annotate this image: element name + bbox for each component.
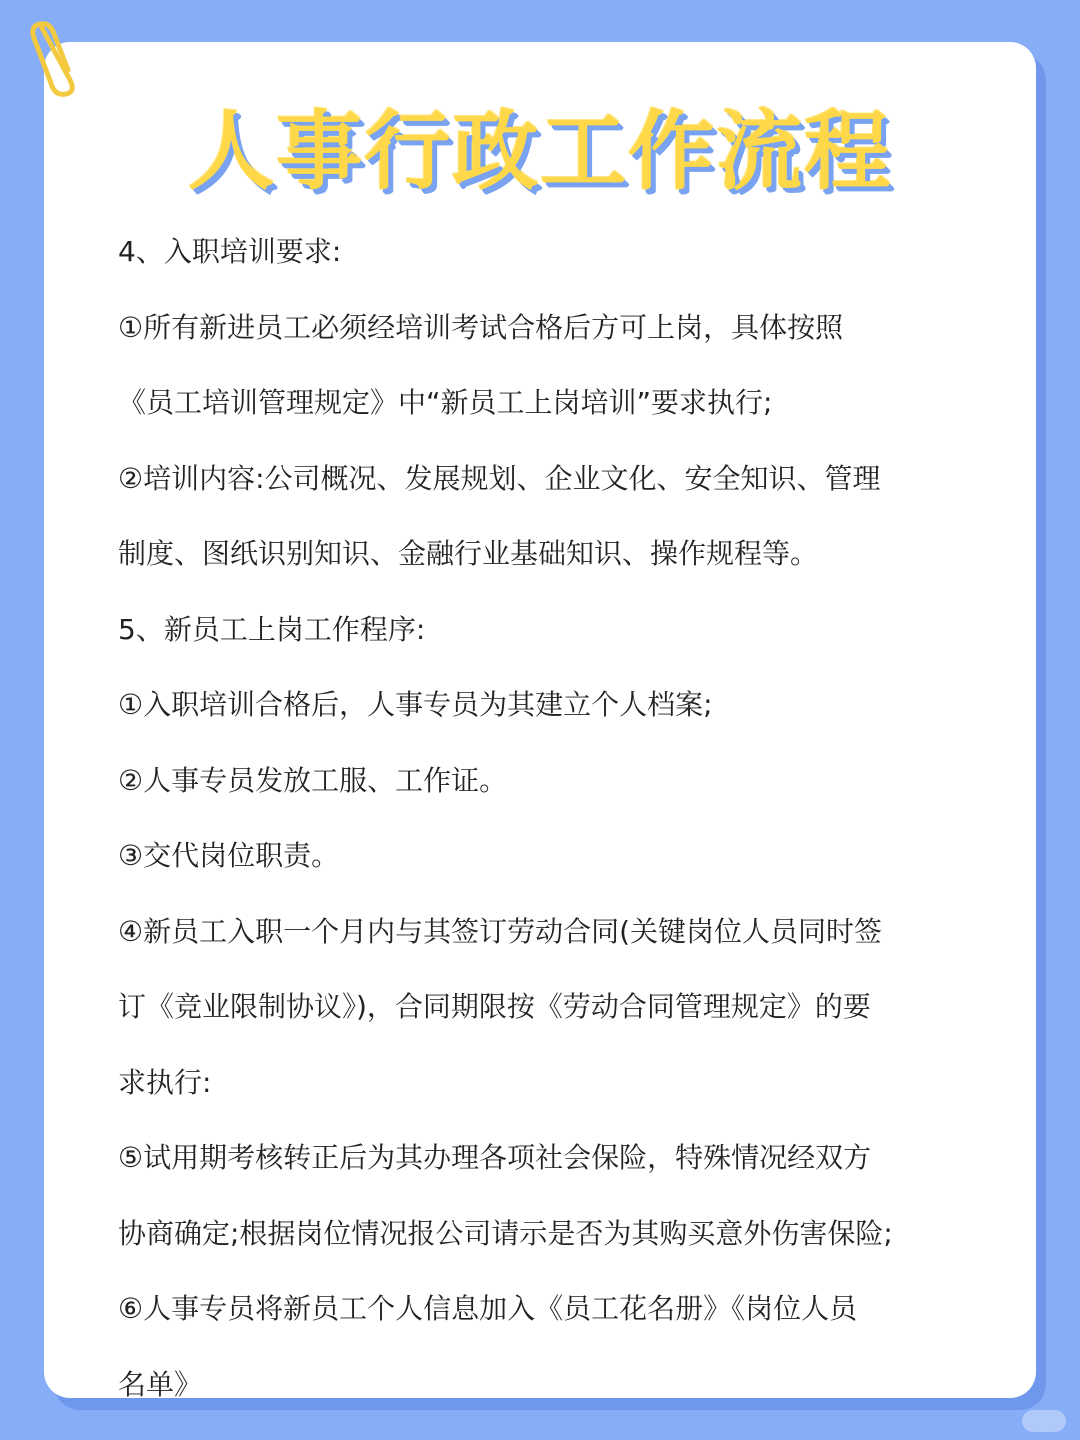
- document-body: [118, 214, 978, 1422]
- text-line: 4、入职培训要求:: [118, 235, 342, 268]
- text-line: ①入职培训合格后，人事专员为其建立个人档案;: [118, 688, 713, 721]
- text-line: ⑥人事专员将新员工个人信息加入《员工花名册》《岗位人员: [118, 1292, 858, 1325]
- text-line: 求执行:: [118, 1065, 212, 1099]
- text-line: 5、新员工上岗工作程序:: [118, 612, 426, 646]
- text-line: 名单》: [118, 1367, 203, 1401]
- text-line: 协商确定;根据岗位情况报公司请示是否为其购买意外伤害保险;: [118, 1216, 893, 1250]
- watermark-badge: [1022, 1410, 1066, 1432]
- page-title: 人事行政工作流程: [188, 102, 892, 202]
- text-line: 订《竞业限制协议》)，合同期限按《劳动合同管理规定》的要: [118, 990, 871, 1023]
- text-line: ②培训内容:公司概况、发展规划、企业文化、安全知识、管理: [118, 461, 881, 495]
- text-line: ②人事专员发放工服、工作证。: [118, 763, 508, 797]
- text-line: ③交代岗位职责。: [118, 839, 340, 872]
- text-line: ①所有新进员工必须经培训考试合格后方可上岗，具体按照: [118, 310, 844, 344]
- text-line: 制度、图纸识别知识、金融行业基础知识、操作规程等。: [118, 537, 819, 570]
- text-line: ⑤试用期考核转正后为其办理各项社会保险，特殊情况经双方: [118, 1141, 872, 1174]
- text-line: 《员工培训管理规定》中“新员工上岗培训”要求执行;: [118, 386, 773, 419]
- text-line: ④新员工入职一个月内与其签订劳动合同(关键岗位人员同时签: [118, 914, 883, 948]
